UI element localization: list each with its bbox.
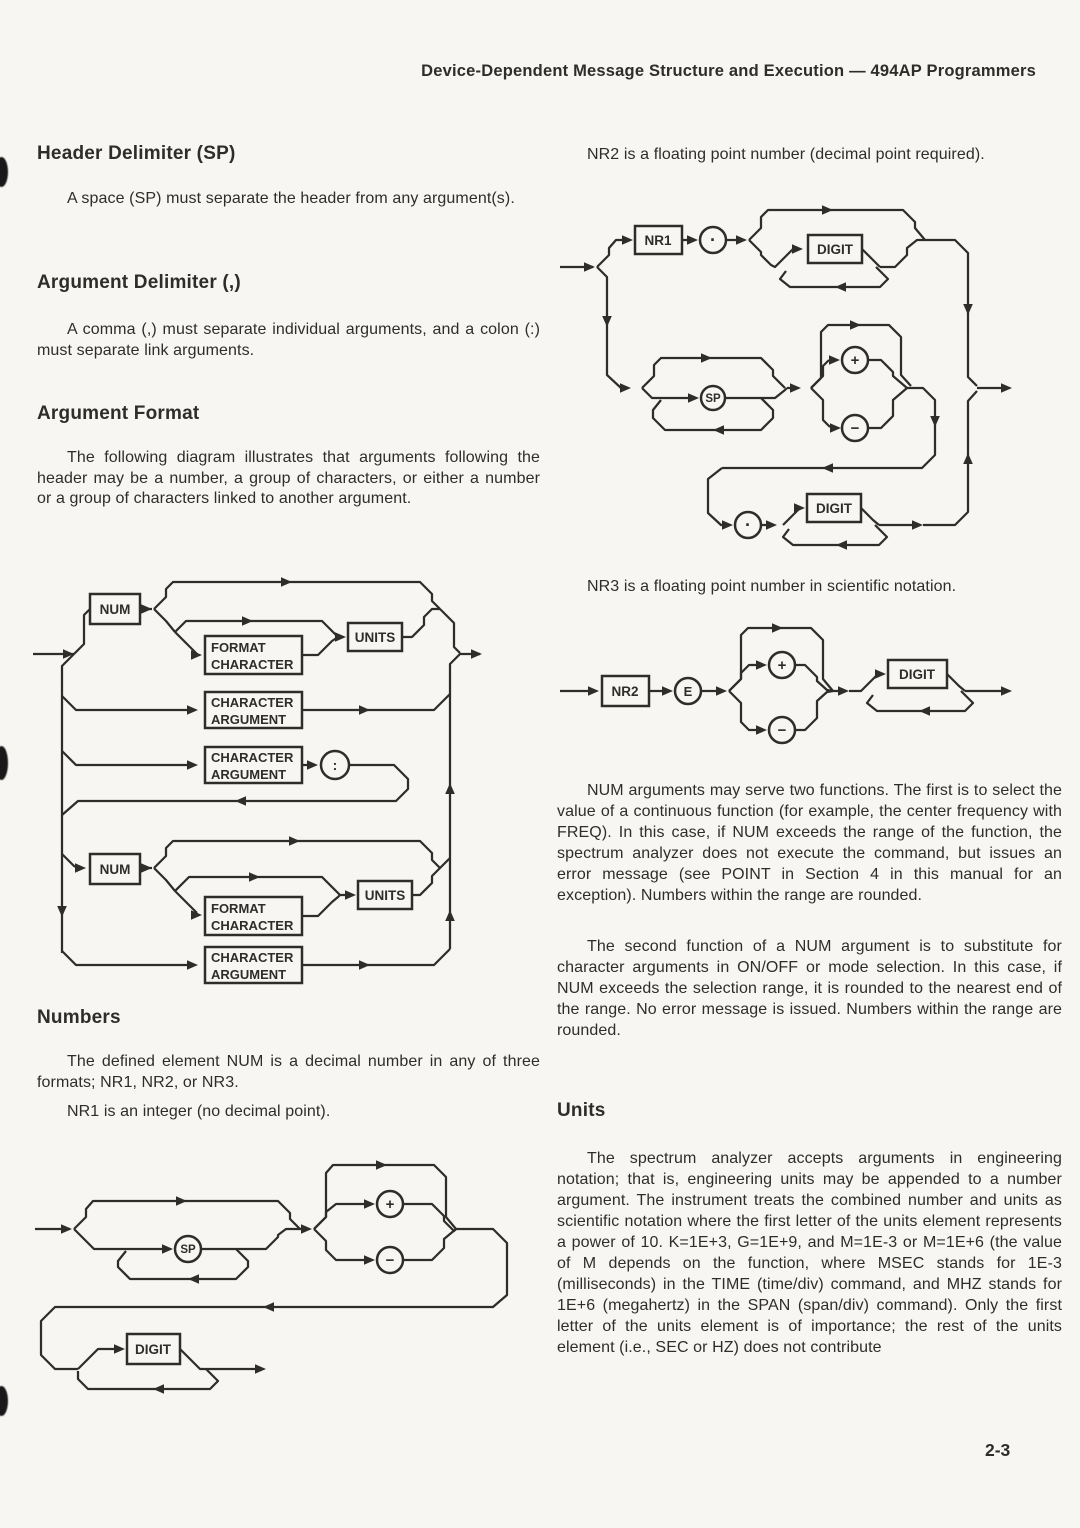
svg-text:CHARACTER: CHARACTER — [211, 918, 294, 933]
svg-text:ARGUMENT: ARGUMENT — [211, 967, 287, 982]
svg-text:−: − — [385, 1252, 395, 1269]
colon-terminal — [321, 751, 349, 779]
binding-mark — [0, 157, 8, 187]
sp-terminal — [175, 1236, 201, 1262]
decimal-point-terminal — [700, 227, 726, 253]
svg-text:CHARACTER: CHARACTER — [211, 950, 294, 965]
svg-text:·: · — [710, 230, 716, 250]
digit-box — [127, 1334, 180, 1364]
minus-terminal — [377, 1247, 403, 1273]
svg-text:DIGIT: DIGIT — [817, 242, 853, 257]
svg-text::: : — [332, 757, 338, 773]
svg-text:+: + — [385, 1196, 395, 1213]
svg-text:NUM: NUM — [99, 602, 131, 617]
paragraph-units: The spectrum analyzer accepts arguments in engineering notation; that is, engineering units may be appended to a number argument. The instrument treats the combined number and units as scientific notation where the first letter of the units element represents a power of 10. K=1E+3, G=1E+9, and M=1E-3 or M=1E+6 (the value of M depends on the function, where MSEC stands for 1E-3 (milliseconds) in the TIME (time/div) command, and MHZ stands for 1E+6 (megahertz) in the SPAN (span/div) command). Only the first letter of the units element is of importance; the rest of the units element (i.e., SEC or HZ) does not contribute — [557, 1150, 1062, 1356]
binding-mark — [0, 746, 8, 780]
svg-text:E: E — [683, 684, 693, 699]
nr2-box — [602, 676, 649, 706]
nr3-diagram — [545, 613, 1075, 793]
nr2-diagram — [545, 195, 1075, 585]
svg-text:SP: SP — [180, 1244, 196, 1256]
num-box — [90, 854, 140, 884]
svg-text:+: + — [850, 352, 860, 369]
binding-mark — [0, 1386, 8, 1416]
svg-text:NR1: NR1 — [644, 233, 672, 248]
paragraph-num-functions-1: NUM arguments may serve two functions. The first is to select the value of a continuous function (for example, the center frequency with FREQ). In this case, if NUM exceeds the range of the function, the spectrum analyzer does not execute the command, but issues an error message (see POINT in Section 4 in this manual for an exception). Numbers within the range are rounded. — [557, 782, 1062, 904]
section-title-argument-format: Argument Format — [37, 403, 200, 424]
format-character-box — [205, 636, 302, 674]
svg-text:NR2: NR2 — [611, 684, 639, 699]
character-argument-box — [205, 692, 302, 728]
svg-text:ARGUMENT: ARGUMENT — [211, 767, 287, 782]
paragraph-nr2-note: NR2 is a floating point number (decimal point required). — [587, 146, 985, 163]
page-header: Device-Dependent Message Structure and Execution — 494AP Programmers — [421, 62, 1036, 80]
section-title-header-delimiter: Header Delimiter (SP) — [37, 143, 236, 164]
svg-text:FORMAT: FORMAT — [211, 901, 266, 916]
section-title-numbers: Numbers — [37, 1007, 121, 1028]
svg-text:FORMAT: FORMAT — [211, 640, 266, 655]
paragraph-nr3-note: NR3 is a floating point number in scientific notation. — [587, 578, 957, 595]
character-argument-box — [205, 747, 302, 783]
svg-text:DIGIT: DIGIT — [135, 1342, 171, 1357]
paragraph-header-delimiter: A space (SP) must separate the header from any argument(s). — [67, 190, 515, 207]
units-box — [358, 881, 412, 909]
plus-terminal — [842, 347, 868, 373]
svg-text:DIGIT: DIGIT — [899, 667, 935, 682]
digit-box — [807, 494, 861, 522]
argument-format-diagram — [20, 565, 540, 1015]
minus-terminal — [842, 415, 868, 441]
nr1-box — [635, 226, 682, 254]
nr1-diagram — [20, 1152, 540, 1417]
paragraph-nr1-note: NR1 is an integer (no decimal point). — [67, 1103, 331, 1120]
plus-terminal — [769, 652, 795, 678]
digit-box — [888, 660, 947, 688]
svg-text:DIGIT: DIGIT — [816, 501, 852, 516]
minus-terminal — [769, 717, 795, 743]
svg-text:+: + — [777, 657, 787, 674]
sp-terminal — [701, 386, 725, 410]
svg-text:UNITS: UNITS — [354, 630, 396, 645]
digit-box — [808, 235, 862, 263]
section-title-units: Units — [557, 1100, 606, 1121]
svg-text:NUM: NUM — [99, 862, 131, 877]
svg-text:SP: SP — [705, 393, 721, 405]
svg-text:CHARACTER: CHARACTER — [211, 657, 294, 672]
page-number: 2-3 — [985, 1440, 1011, 1460]
plus-terminal — [377, 1191, 403, 1217]
decimal-point-terminal — [735, 512, 761, 538]
format-character-box — [205, 897, 302, 935]
paragraph-argument-format: The following diagram illustrates that arguments following the header may be a number, a group of characters, or either a number or a group of characters linked to another argument. — [37, 449, 540, 507]
num-box — [90, 594, 140, 624]
units-box — [348, 623, 402, 651]
character-argument-box — [205, 947, 302, 983]
svg-text:CHARACTER: CHARACTER — [211, 750, 294, 765]
paragraph-num-functions-2: The second function of a NUM argument is to substitute for character arguments in ON/OFF or mode selection. In this case, if NUM exceeds the selection range, it is rounded to the nearest end of the range. No error message is issued. Numbers within the range are rounded. — [557, 938, 1062, 1039]
paragraph-numbers: The defined element NUM is a decimal number in any of three formats; NR1, NR2, or NR3. — [37, 1053, 540, 1091]
svg-text:−: − — [850, 420, 860, 437]
svg-text:UNITS: UNITS — [364, 888, 406, 903]
section-title-argument-delimiter: Argument Delimiter (,) — [37, 272, 241, 293]
svg-text:ARGUMENT: ARGUMENT — [211, 712, 287, 727]
svg-text:−: − — [777, 722, 787, 739]
e-terminal — [675, 678, 701, 704]
svg-text:·: · — [745, 515, 751, 535]
paragraph-argument-delimiter: A comma (,) must separate individual arguments, and a colon (:) must separate link arguments. — [37, 321, 540, 359]
svg-text:CHARACTER: CHARACTER — [211, 695, 294, 710]
